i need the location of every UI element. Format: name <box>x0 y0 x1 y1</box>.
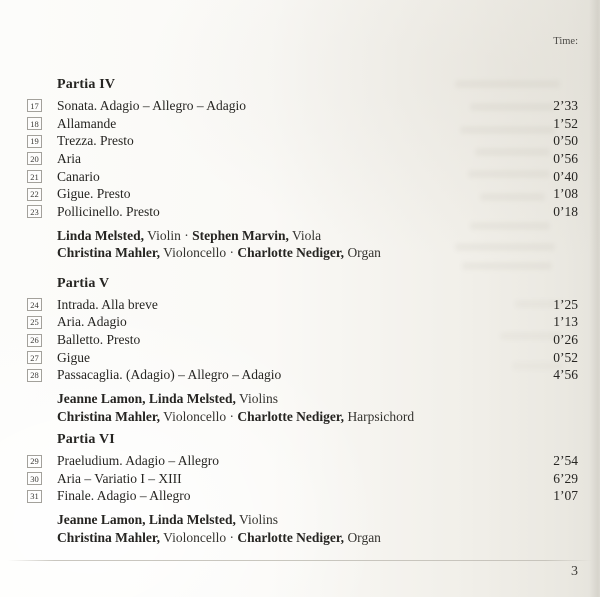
track-title: Allamande <box>57 115 117 131</box>
track-number-box <box>27 334 42 347</box>
performer-role: Violoncello · <box>160 529 238 545</box>
track-number: 17 <box>30 100 39 111</box>
track-row <box>0 470 600 488</box>
track-time: 1’08 <box>553 186 578 202</box>
performer-name: Christina Mahler, <box>57 408 161 424</box>
track-title: Passacaglia. (Adagio) – Allegro – Adagio <box>57 367 282 383</box>
section-heading: Partia V <box>57 275 110 291</box>
performer-name: Charlotte Nediger, <box>237 408 345 424</box>
section-heading: Partia IV <box>57 77 116 92</box>
track-time: 0’18 <box>553 203 578 219</box>
performer-name: Christina Mahler, <box>57 245 161 261</box>
track-number-box <box>27 472 42 485</box>
track-time: 1’25 <box>553 296 578 312</box>
footer-divider-line <box>8 560 592 561</box>
time-column-header: Time: <box>553 36 578 47</box>
track-number-box <box>27 152 42 165</box>
performer-role: Violins <box>235 391 278 407</box>
section-partia-vi <box>0 432 600 546</box>
track-number-box <box>27 170 42 183</box>
track-row <box>0 349 600 367</box>
track-row <box>0 452 600 470</box>
track-row <box>0 115 600 133</box>
track-time: 4’56 <box>553 367 578 383</box>
track-row <box>0 168 600 186</box>
track-number-box <box>27 188 42 201</box>
track-time: 0’50 <box>553 133 578 149</box>
track-number: 22 <box>30 189 39 200</box>
track-time: 0’56 <box>553 150 578 166</box>
section-partia-v <box>0 276 600 425</box>
track-number: 26 <box>30 335 39 346</box>
track-title: Sonata. Adagio – Allegro – Adagio <box>57 97 246 113</box>
track-row <box>0 488 600 506</box>
track-time: 1’13 <box>553 314 578 330</box>
performer-name: Charlotte Nediger, <box>237 245 345 261</box>
track-time: 1’07 <box>553 488 578 504</box>
track-time: 1’52 <box>553 115 578 131</box>
track-time: 2’54 <box>553 453 578 469</box>
track-time: 0’26 <box>553 332 578 348</box>
track-row <box>0 97 600 115</box>
performer-role: Organ <box>344 245 381 261</box>
track-title: Praeludium. Adagio – Allegro <box>57 453 219 469</box>
track-number-box <box>27 455 42 468</box>
track-row <box>0 331 600 349</box>
track-title: Gigue <box>57 349 90 365</box>
performer-name: Linda Melsted, <box>57 227 145 243</box>
performer-name: Stephen Marvin, <box>192 227 289 243</box>
track-row <box>0 185 600 203</box>
performer-name: Jeanne Lamon, Linda Melsted, <box>57 512 236 528</box>
track-title: Intrada. Alla breve <box>57 296 158 312</box>
track-title: Gigue. Presto <box>57 186 131 202</box>
performer-role: Violin · <box>144 227 193 243</box>
track-number: 25 <box>30 317 39 328</box>
track-number: 27 <box>30 352 39 363</box>
tracklist-content <box>0 77 600 546</box>
track-row <box>0 203 600 221</box>
track-number-box <box>27 135 42 148</box>
performer-credits <box>57 511 600 546</box>
track-row <box>0 296 600 314</box>
track-number: 20 <box>30 153 39 164</box>
credit-line <box>57 529 600 547</box>
track-number-box <box>27 490 42 503</box>
track-number: 28 <box>30 370 39 381</box>
track-number: 24 <box>30 299 39 310</box>
track-title: Balletto. Presto <box>57 332 141 348</box>
performer-credits <box>57 390 600 425</box>
credit-line <box>57 244 600 262</box>
track-title: Canario <box>57 168 100 184</box>
track-row <box>0 150 600 168</box>
track-row <box>0 367 600 385</box>
track-row <box>0 132 600 150</box>
credit-line <box>57 227 600 245</box>
track-number-box <box>27 205 42 218</box>
performer-name: Charlotte Nediger, <box>237 529 345 545</box>
track-number: 18 <box>30 118 39 129</box>
track-number-box <box>27 298 42 311</box>
track-number: 21 <box>30 171 39 182</box>
track-row <box>0 314 600 332</box>
page-number: 3 <box>571 564 578 579</box>
track-title: Aria <box>57 150 81 166</box>
credit-line <box>57 390 600 408</box>
track-title: Finale. Adagio – Allegro <box>57 488 191 504</box>
section-heading: Partia VI <box>57 432 115 448</box>
track-number-box <box>27 351 42 364</box>
track-time: 6’29 <box>553 470 578 486</box>
credit-line <box>57 408 600 426</box>
performer-name: Jeanne Lamon, Linda Melsted, <box>57 391 236 407</box>
track-number-box <box>27 117 42 130</box>
track-number-box <box>27 369 42 382</box>
performer-role: Organ <box>344 529 381 545</box>
performer-role: Violins <box>235 512 278 528</box>
track-number-box <box>27 316 42 329</box>
credit-line <box>57 511 600 529</box>
performer-role: Harpsichord <box>344 408 415 424</box>
track-number-box <box>27 99 42 112</box>
track-number: 29 <box>30 456 39 467</box>
track-title: Aria – Variatio I – XIII <box>57 470 182 486</box>
track-title: Trezza. Presto <box>57 133 134 149</box>
section-partia-iv <box>0 77 600 262</box>
performer-role: Violoncello · <box>160 245 238 261</box>
track-time: 0’40 <box>553 168 578 184</box>
track-time: 0’52 <box>553 349 578 365</box>
track-title: Pollicinello. Presto <box>57 203 160 219</box>
performer-credits <box>57 227 600 262</box>
track-title: Aria. Adagio <box>57 314 127 330</box>
track-number: 19 <box>30 136 39 147</box>
track-number: 23 <box>30 206 39 217</box>
performer-role: Violoncello · <box>160 408 238 424</box>
track-time: 2’33 <box>553 97 578 113</box>
track-number: 31 <box>30 491 39 502</box>
performer-name: Christina Mahler, <box>57 529 161 545</box>
performer-role: Viola <box>288 227 322 243</box>
track-number: 30 <box>30 473 39 484</box>
